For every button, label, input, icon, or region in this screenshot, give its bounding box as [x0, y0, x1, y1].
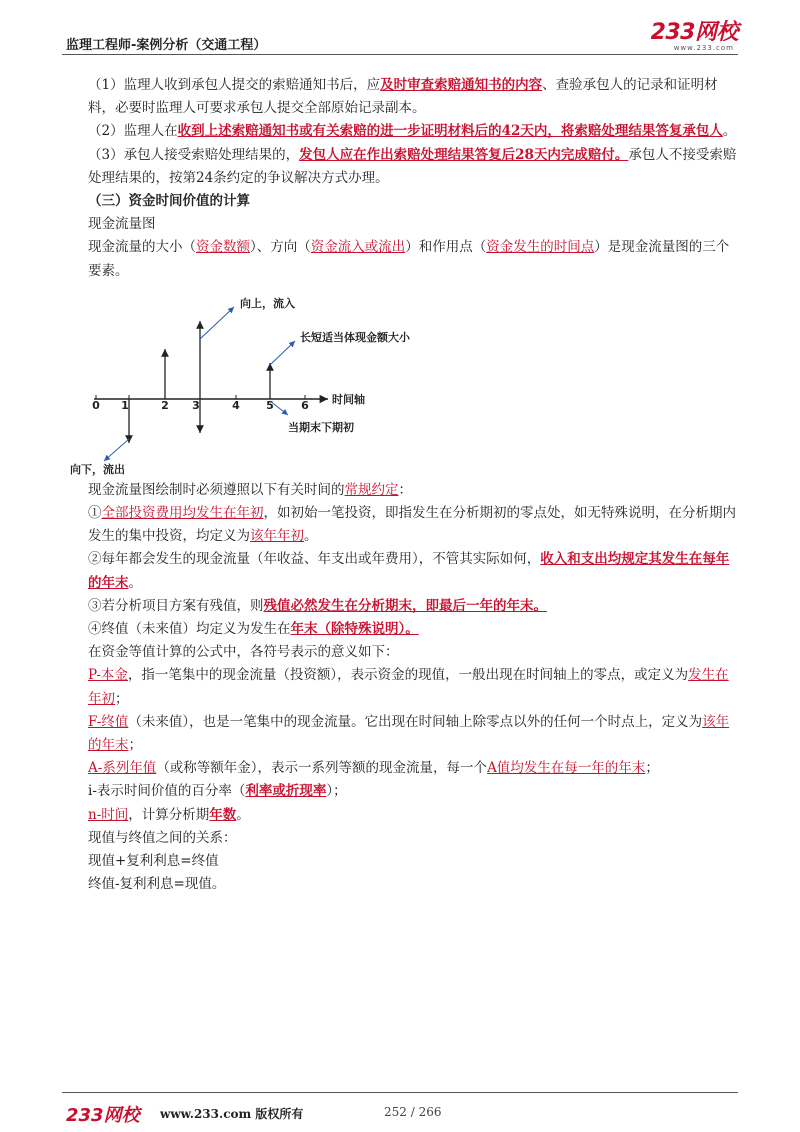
paragraph-symbol-i — [88, 780, 740, 803]
text: ②每年都会发生的现金流量（年收益、年支出或年费用），不管其实际如何， — [88, 551, 541, 568]
underline: 全部投资费用均发生在年初 — [101, 505, 264, 522]
logo-url: www.233.com — [673, 44, 734, 52]
highlight: 发包人应在作出索赔处理结果答复后28天内完成赔付。 — [299, 146, 629, 163]
paragraph-relation-intro: 现值与终值之间的关系： — [88, 829, 237, 846]
text: ，计算分析期 — [128, 806, 210, 823]
highlight: 收到上述索赔通知书或有关索赔的进一步证明材料后的42天内，将索赔处理结果答复承包人 — [177, 123, 723, 140]
text: ； — [115, 690, 129, 707]
text: （或称等额年金），表示一系列等额的现金流量，每一个 — [156, 760, 488, 777]
axis-label: 时间轴 — [332, 392, 365, 406]
tick-label: 1 — [121, 398, 129, 412]
tick-label: 5 — [266, 398, 274, 412]
text: ）、方向（ — [250, 239, 311, 256]
text: ，如初始一笔投资，即指发生在分析期初的零点处，如无特殊说明，在分析期内发生的集中投资，均定义为 — [88, 505, 736, 545]
tick-label: 3 — [192, 398, 200, 412]
pointer-length — [270, 341, 295, 365]
text: 。 — [722, 123, 737, 140]
subsection-title: 现金流量图 — [88, 216, 156, 233]
document-title: 监理工程师-案例分析（交通工程） — [66, 38, 267, 53]
tick-label: 4 — [232, 398, 240, 412]
text: （2）监理人在 — [88, 123, 178, 140]
paragraph-conventions — [88, 479, 740, 502]
highlight: 收入和支出均规定其发生在每年的年末 — [88, 551, 730, 591]
paragraph-symbol-p — [88, 664, 740, 710]
page-header — [62, 22, 738, 55]
text: 现金流量的大小（ — [88, 239, 196, 256]
page-footer — [62, 1092, 738, 1126]
text: 承包人不接受索赔处理结果的，按第24条约定的争议解决方式办理。 — [88, 146, 737, 186]
tick-label: 0 — [92, 398, 100, 412]
paragraph-rule-1 — [88, 502, 740, 548]
underline: F-终值 — [88, 713, 129, 730]
tick-label: 6 — [301, 398, 309, 412]
section-title: （三）资金时间价值的计算 — [88, 193, 250, 210]
text: 。 — [128, 574, 142, 591]
paragraph-elements — [88, 236, 740, 282]
text: 现金流量图绘制时必须遵照以下有关时间的 — [88, 481, 345, 498]
paragraph-symbols-intro: 在资金等值计算的公式中，各符号表示的意义如下： — [88, 644, 399, 661]
paragraph-relation-2: 终值-复利利息=现值。 — [88, 876, 226, 893]
text: 、查验承包人的记录和证明材料，必要时监理人可要求承包人提交全部原始记录副本。 — [88, 77, 718, 117]
cash-flow-diagram — [70, 283, 722, 479]
paragraph-claim-3 — [88, 144, 740, 190]
text: i-表示时间价值的百分率（ — [88, 783, 246, 800]
underline: 资金数额 — [196, 239, 250, 256]
paragraph-rule-3 — [88, 595, 740, 618]
text: ① — [88, 505, 102, 522]
paragraph-claim-1 — [88, 74, 740, 120]
highlight: 年末（除特殊说明）。 — [290, 621, 419, 638]
text: ，指一笔集中的现金流量（投资额），表示资金的现值，一般出现在时间轴上的零点，或定义为 — [127, 667, 689, 684]
page-number: 252 / 266 — [384, 1105, 442, 1119]
text: ； — [645, 760, 659, 777]
text: ）是现金流量图的三个要素。 — [88, 239, 730, 279]
text: （3）承包人接受索赔处理结果的， — [88, 146, 300, 163]
underline: 资金流入或流出 — [310, 239, 406, 256]
paragraph-rule-2 — [88, 548, 740, 594]
paragraph-claim-2 — [88, 120, 740, 143]
document-body — [70, 74, 740, 896]
text: ）； — [326, 783, 347, 800]
underline: 该年的年末 — [88, 713, 730, 754]
highlight: 利率或折现率 — [245, 783, 327, 800]
paragraph-relation-1: 现值+复利利息=终值 — [88, 853, 219, 870]
highlight: 及时审查索赔通知书的内容 — [380, 77, 543, 93]
label-period: 当期末下期初 — [288, 420, 354, 434]
underline: n-时间 — [88, 806, 129, 823]
text: ； — [128, 737, 142, 754]
underline: A-系列年值 — [88, 760, 157, 777]
label-length: 长短适当体现金额大小 — [300, 330, 410, 344]
pointer-down-out — [104, 439, 129, 461]
cash-flow-svg — [70, 283, 722, 479]
footer-copyright: www.233.com 版权所有 — [160, 1107, 304, 1121]
text: （未来值），也是一笔集中的现金流量。它出现在时间轴上除零点以外的任何一个时点上，定义为 — [128, 713, 703, 730]
label-down-out: 向下，流出 — [70, 462, 125, 476]
underline: 资金发生的时间点 — [486, 239, 595, 256]
text: ）和作用点（ — [405, 239, 487, 256]
underline: 该年年初 — [250, 528, 304, 545]
tick-label: 2 — [161, 398, 169, 412]
underline: A值均发生在每一年的年末 — [487, 760, 646, 777]
paragraph-symbol-f — [88, 711, 740, 757]
text: ④终值（未来值）均定义为发生在 — [88, 621, 291, 638]
underline: 常规约定 — [344, 481, 399, 498]
highlight: 年数 — [209, 806, 237, 823]
paragraph-symbol-a — [88, 757, 740, 780]
text: 。 — [304, 528, 318, 545]
brand-logo — [651, 22, 738, 52]
pointer-up-in — [200, 307, 234, 339]
text: ③若分析项目方案有残值，则 — [88, 597, 264, 614]
text: ： — [398, 481, 412, 498]
paragraph-symbol-n — [88, 804, 740, 827]
paragraph-rule-4 — [88, 618, 740, 641]
underline: 发生在年初 — [88, 667, 729, 707]
logo-text: 233网校 — [650, 20, 738, 45]
text: （1）监理人收到承包人提交的索赔通知书后，应 — [88, 77, 381, 93]
highlight: 残值必然发生在分析期末，即最后一年的年末。 — [263, 597, 547, 614]
label-up-in: 向上，流入 — [240, 296, 295, 310]
underline: P-本金 — [88, 667, 128, 684]
footer-logo: 233网校 — [66, 1105, 140, 1126]
text: 。 — [236, 806, 250, 823]
